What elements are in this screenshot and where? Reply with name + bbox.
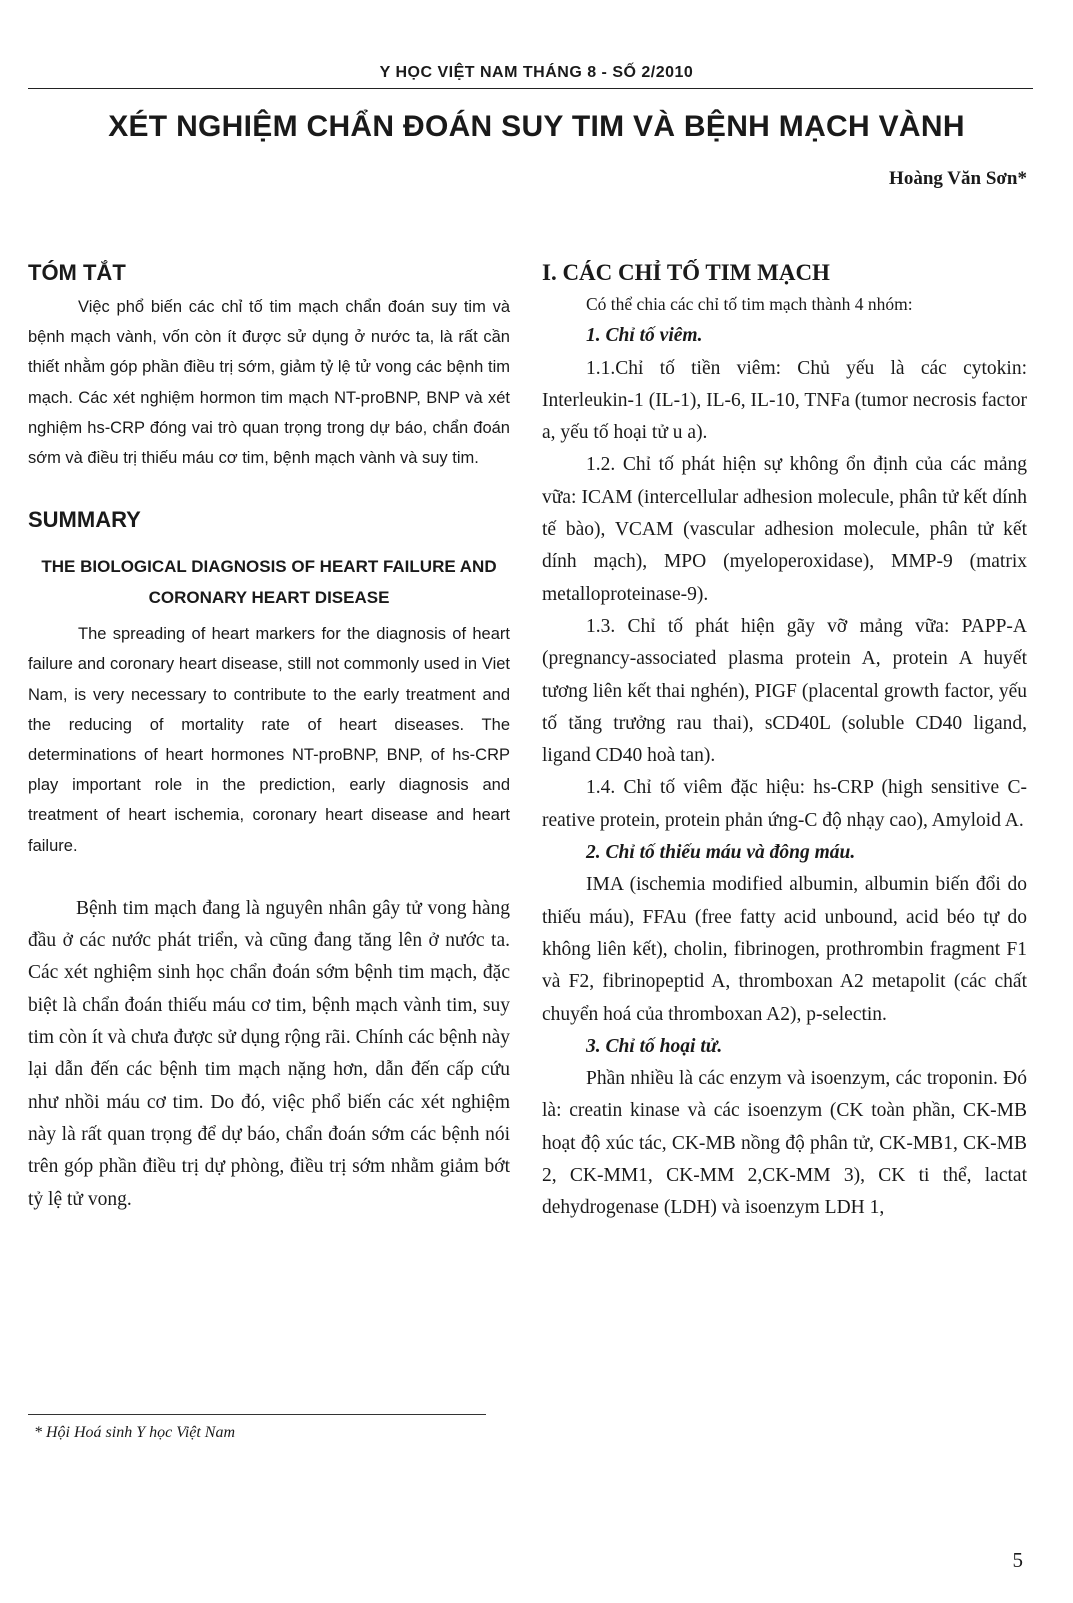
header-rule: [28, 88, 1033, 89]
subsection-heading-3: 3. Chỉ tố hoại tử.: [586, 1035, 723, 1057]
journal-header: Y HỌC VIỆT NAM THÁNG 8 - SỐ 2/2010: [379, 64, 694, 81]
page-number: 5: [1012, 1548, 1023, 1572]
summary-title: THE BIOLOGICAL DIAGNOSIS OF HEART FAILURE AND CORONARY HEART DISEASE: [41, 557, 497, 608]
summary-text: The spreading of heart markers for the diagnosis of heart failure and coronary heart disease, still not commonly used in Viet Nam, is very necessary to contribute to the early treatment and the reducing of mortality rate of heart diseases. The determinations of heart hormones NT-proBNP, BNP, of hs-CRP play important role in the prediction, early diagnosis and treatment of heart ischemia, coronary heart disease and heart failure.: [28, 625, 510, 855]
abstract-heading: TÓM TẮT: [28, 260, 126, 285]
author-name: Hoàng Văn Sơn*: [889, 168, 1027, 189]
paragraph-1-3: 1.3. Chỉ tố phát hiện gãy vỡ mảng vữa: PAPP-A (pregnancy-associated plasma protein A, protein A huyết tương liên kết thai nghén), PIGF (placental growth factor, yếu tố tăng trưởng rau thai), sCD40L (soluble CD40 ligand, ligand CD40 hoà tan).: [542, 615, 1027, 767]
paragraph-1-2: 1.2. Chỉ tố phát hiện sự không ổn định của các mảng vữa: ICAM (intercellular adhesion molecule, phân tử kết dính tế bào), VCAM (vascular adhesion molecule, phân tử kết dính mạch), MPO (myeloperoxidase), MMP-9 (matrix metalloproteinase-9).: [542, 454, 1027, 605]
article-title: XÉT NGHIỆM CHẨN ĐOÁN SUY TIM VÀ BỆNH MẠCH VÀNH: [108, 110, 965, 143]
right-column: [542, 258, 1027, 1225]
section-lead: Có thể chia các chỉ tố tim mạch thành 4 nhóm:: [586, 294, 913, 314]
subsection-heading-1: 1. Chỉ tố viêm.: [586, 325, 703, 347]
footnote: * Hội Hoá sinh Y học Việt Nam: [34, 1424, 236, 1441]
footnote-rule: [28, 1414, 486, 1415]
summary-heading: SUMMARY: [28, 507, 141, 533]
paragraph-1-1: 1.1.Chỉ tố tiền viêm: Chủ yếu là các cytokin: Interleukin-1 (IL-1), IL-6, IL-10, TNFa (tumor necrosis factor a, yếu tố hoại tử u a).: [542, 357, 1027, 444]
abstract-text: Việc phổ biến các chỉ tố tim mạch chẩn đoán suy tim và bệnh mạch vành, vốn còn ít được sử dụng ở nước ta, là rất cần thiết nhằm góp phần điều trị sớm, giảm tỷ lệ tử vong các bệnh tim mạch. Các xét nghiệm hormon tim mạch NT-proBNP, BNP và xét nghiệm hs-CRP đóng vai trò quan trọng trong dự báo, chẩn đoán sớm và điều trị thiếu máu cơ tim, bệnh mạch vành và suy tim.: [28, 298, 510, 468]
intro-paragraph: Bệnh tim mạch đang là nguyên nhân gây tử vong hàng đầu ở các nước phát triển, và cũng đang tăng lên ở nước ta. Các xét nghiệm sinh học chẩn đoán sớm bệnh tim mạch, đặc biệt là chẩn đoán thiếu máu cơ tim, bệnh mạch vành tim, suy tim còn ít và chưa được sử dụng rộng rãi. Chính các bệnh này lại dẫn đến các bệnh tim mạch nặng hơn, dẫn đến cấp cứu như nhồi máu cơ tim. Do đó, việc phổ biến các xét nghiệm này là rất quan trọng để dự báo, chẩn đoán sớm các bệnh nói trên góp phần điều trị dự phòng, điều trị sớm nhằm giảm bớt tỷ lệ tử vong.: [28, 897, 510, 1210]
paragraph-3: Phần nhiều là các enzym và isoenzym, các troponin. Đó là: creatin kinase và các isoenzym (CK toàn phần, CK-MB hoạt độ xúc tác, CK-MB nồng độ phân tử, CK-MB1, CK-MB 2, CK-MM1, CK-MM 2,CK-MM 3), CK ti thể, lactat dehydrogenase (LDH) và isoenzym LDH 1,: [542, 1068, 1027, 1219]
subsection-heading-2: 2. Chỉ tố thiếu máu và đông máu.: [586, 842, 856, 864]
section-heading: I. CÁC CHỈ TỐ TIM MẠCH: [542, 260, 830, 285]
left-column: [28, 258, 510, 1216]
paragraph-1-4: 1.4. Chỉ tố viêm đặc hiệu: hs-CRP (high sensitive C-reative protein, protein phản ứng-C độ nhạy cao), Amyloid A.: [542, 777, 1027, 831]
paragraph-2: IMA (ischemia modified albumin, albumin biến đổi do thiếu máu), FFAu (free fatty acid unbound, acid béo tự do không liên kết), cholin, fibrinogen, prothrombin fragment F1 và F2, fibrinopeptid A, thromboxan A2 metapolit (các chất chuyển hoá của thromboxan A2), p-selectin.: [542, 874, 1027, 1025]
